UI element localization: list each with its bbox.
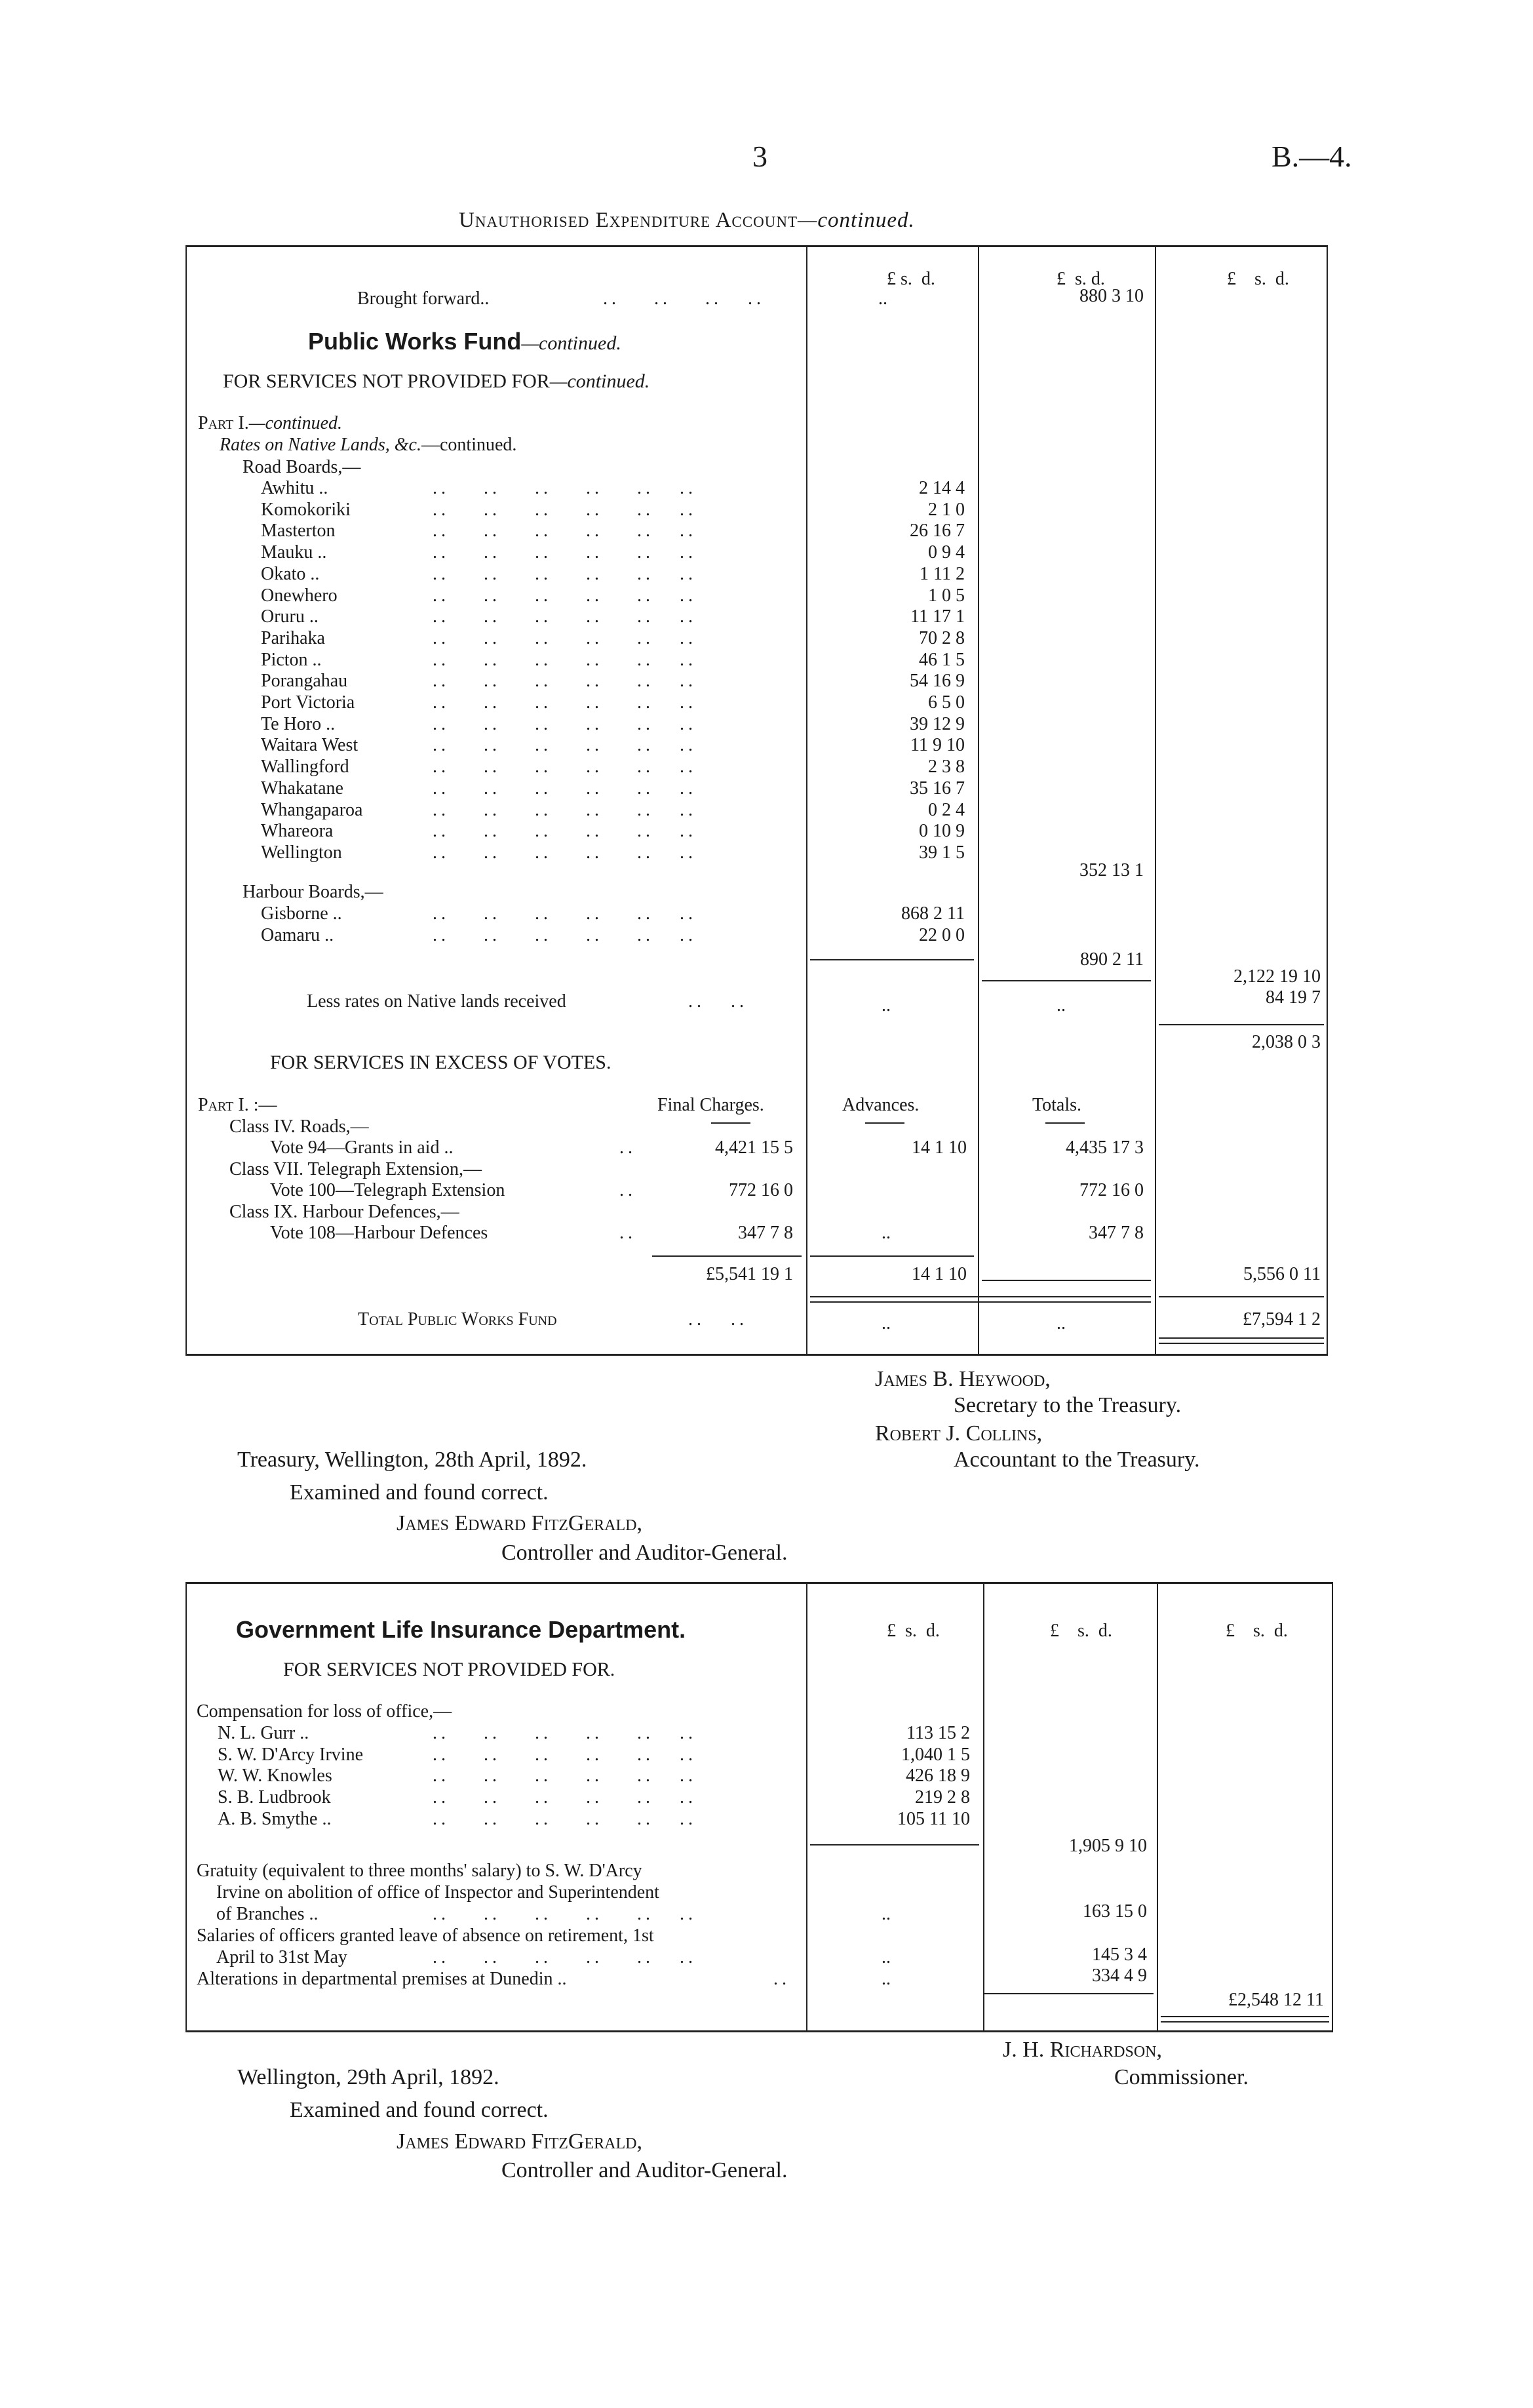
item-value: 6 5 0: [928, 692, 965, 713]
item-name: Gisborne ..: [261, 903, 342, 924]
item-value: 2 14 4: [919, 478, 965, 498]
salaries-col1: ..: [882, 1947, 891, 1967]
gratuity-line3: of Branches ..: [216, 1904, 319, 1924]
dot-leader: .. .. .. .. .. ..: [433, 799, 697, 820]
totals-header: Totals.: [1032, 1095, 1082, 1115]
dot-leader: .. .. .. .. .. ..: [433, 542, 697, 563]
col1-header: £ s. d.: [887, 269, 935, 289]
item-name: Komokoriki: [261, 499, 351, 520]
item-name: S. W. D'Arcy Irvine: [218, 1744, 364, 1765]
t2-col2-header: £ s. d.: [1050, 1621, 1112, 1641]
vote94-advances: 14 1 10: [912, 1137, 967, 1158]
page-ref: B.—4.: [1271, 140, 1352, 173]
dot-leader: .. .. .. .. .. ..: [433, 692, 697, 713]
item-name: S. B. Ludbrook: [218, 1787, 331, 1808]
signatory-richardson: J. H. Richardson,: [1003, 2038, 1162, 2062]
brought-forward-col2: 880 3 10: [1079, 286, 1144, 306]
dot-leader: .. .. .. .. .. ..: [433, 563, 697, 584]
item-value: 1 0 5: [928, 585, 965, 606]
dot-leader: .. .. .. .. .. ..: [433, 778, 697, 799]
item-name: Porangahau: [261, 671, 348, 692]
advances-header: Advances.: [842, 1095, 920, 1115]
col3-net: 2,038 0 3: [1252, 1032, 1321, 1052]
total-col2: ..: [1057, 1313, 1066, 1333]
dot-leader: .. .. .. .. .. ..: [433, 1766, 697, 1786]
services-excess-heading: FOR SERVICES IN EXCESS OF VOTES.: [270, 1052, 611, 1073]
services-not-provided-heading: FOR SERVICES NOT PROVIDED FOR—continued.: [223, 370, 650, 392]
dot-leader: .. .. .. .. .. ..: [433, 649, 697, 670]
item-value: 0 10 9: [919, 821, 965, 842]
item-name: Whareora: [261, 821, 334, 842]
compensation-label: Compensation for loss of office,—: [197, 1701, 452, 1722]
harbour-boards-label: Harbour Boards,—: [243, 882, 383, 902]
item-name: Whakatane: [261, 778, 343, 799]
item-value: 26 16 7: [910, 521, 965, 542]
item-name: Mauku ..: [261, 542, 327, 563]
signatory-collins: Robert J. Collins,: [875, 1421, 1043, 1446]
rates-label: Rates on Native Lands, &c.—continued.: [220, 435, 517, 455]
item-value: 0 9 4: [928, 542, 965, 563]
item-value: 426 18 9: [906, 1766, 970, 1786]
final-charges-total: £5,541 19 1: [706, 1264, 793, 1284]
auditor-name-2: James Edward FitzGerald,: [397, 2129, 642, 2154]
dot-leader: .. .. .. .. .. ..: [433, 1947, 697, 1967]
auditor-name: James Edward FitzGerald,: [397, 1511, 642, 1535]
item-value: 1,040 1 5: [901, 1744, 970, 1765]
salaries-line2: April to 31st May: [216, 1947, 347, 1967]
t2-col1-header: £ s. d.: [887, 1621, 940, 1641]
item-value: 35 16 7: [910, 778, 965, 799]
vote100-label: Vote 100—Telegraph Extension: [270, 1180, 505, 1200]
brought-forward-label: Brought forward..: [357, 288, 490, 309]
brought-forward-col1: ..: [878, 288, 887, 309]
item-name: Awhitu ..: [261, 478, 328, 498]
item-name: Waitara West: [261, 735, 359, 756]
signatory-collins-role: Accountant to the Treasury.: [954, 1448, 1200, 1472]
dot-leader: .. .. .. .. .. ..: [433, 924, 697, 945]
vote100-final-charges: 772 16 0: [729, 1180, 793, 1200]
item-name: Wellington: [261, 842, 342, 863]
total-col1: ..: [882, 1313, 891, 1333]
item-value: 113 15 2: [906, 1723, 970, 1743]
total-rates-col2: 890 2 11: [1080, 949, 1144, 970]
item-name: Picton ..: [261, 649, 322, 670]
dot-leader: .. .. .. .. .. ..: [433, 627, 697, 648]
advances-total: 14 1 10: [912, 1264, 967, 1284]
vote94-total: 4,435 17 3: [1066, 1137, 1144, 1158]
examined-note-2: Examined and found correct.: [290, 2098, 549, 2122]
treasury-place-date: Treasury, Wellington, 28th April, 1892.: [237, 1448, 587, 1472]
col2-header: £ s. d.: [1057, 269, 1105, 289]
dot-leader: .. .. .. .. .. ..: [433, 903, 697, 924]
gratuity-col1: ..: [882, 1904, 891, 1924]
public-works-heading: Public Works Fund—continued.: [308, 328, 621, 355]
dot-leader: ..: [619, 1137, 636, 1158]
dot-leader: .. ..: [688, 991, 748, 1012]
total-public-works-value: £7,594 1 2: [1243, 1309, 1321, 1330]
less-col1: ..: [882, 995, 891, 1016]
t2-col3-header: £ s. d.: [1226, 1621, 1288, 1641]
title-cont: —continued.: [798, 208, 915, 232]
item-name: Oruru ..: [261, 606, 319, 627]
dot-leader: ..: [619, 1180, 636, 1200]
class9-label: Class IX. Harbour Defences,—: [229, 1202, 459, 1222]
vote100-total: 772 16 0: [1079, 1180, 1144, 1200]
dot-leader: .. .. .. .. .. ..: [433, 757, 697, 778]
item-value: 11 9 10: [910, 735, 965, 756]
dot-leader: .. .. .. .. .. ..: [433, 1787, 697, 1808]
signatory-heywood-role: Secretary to the Treasury.: [954, 1393, 1182, 1417]
less-col2: ..: [1057, 995, 1066, 1016]
item-name: Oamaru ..: [261, 924, 334, 945]
gratuity-line2: Irvine on abolition of office of Inspector and Superintendent: [216, 1882, 659, 1903]
dot-leader: .. .. .. .. .. ..: [433, 521, 697, 542]
dot-leader: .. .. .. .. .. ..: [433, 1744, 697, 1765]
item-name: Te Horo ..: [261, 713, 336, 734]
dot-leader: .. ..: [688, 1309, 748, 1330]
part2-label: Part I. :—: [198, 1095, 277, 1115]
salaries-line1: Salaries of officers granted leave of absence on retirement, 1st: [197, 1925, 654, 1946]
dot-leader: .. .. .. .. .. ..: [433, 499, 697, 520]
total-public-works-label: Total Public Works Fund: [358, 1309, 557, 1330]
compensation-total: 1,905 9 10: [1069, 1836, 1147, 1856]
item-value: 22 0 0: [919, 924, 965, 945]
page-number: 3: [752, 140, 767, 173]
item-name: Okato ..: [261, 563, 320, 584]
item-name: Parihaka: [261, 627, 325, 648]
item-value: 0 2 4: [928, 799, 965, 820]
commissioner-place-date: Wellington, 29th April, 1892.: [237, 2065, 499, 2089]
item-name: A. B. Smythe ..: [218, 1808, 332, 1829]
dot-leader: .. .. .. .. .. ..: [433, 821, 697, 842]
t2-services-heading: FOR SERVICES NOT PROVIDED FOR.: [283, 1659, 615, 1680]
class4-label: Class IV. Roads,—: [229, 1116, 369, 1137]
item-value: 39 1 5: [919, 842, 965, 863]
col3-header: £ s. d.: [1227, 269, 1289, 289]
vote108-label: Vote 108—Harbour Defences: [270, 1223, 488, 1243]
less-rates-label: Less rates on Native lands received: [307, 991, 566, 1012]
part-label: Part I.—continued.: [198, 413, 343, 433]
col3-excess-total: 5,556 0 11: [1243, 1264, 1321, 1284]
item-value: 39 12 9: [910, 713, 965, 734]
gratuity-line1: Gratuity (equivalent to three months' salary) to S. W. D'Arcy: [197, 1861, 642, 1881]
alterations-value: 334 4 9: [1092, 1965, 1147, 1986]
item-value: 2 3 8: [928, 757, 965, 778]
dot-leader: ..: [773, 1969, 790, 1989]
col3-less: 84 19 7: [1266, 987, 1321, 1008]
alterations-label: Alterations in departmental premises at Dunedin ..: [197, 1969, 567, 1989]
dot-leader: .. .. .. .. .. ..: [433, 1808, 697, 1829]
page-title: [459, 208, 915, 233]
item-name: W. W. Knowles: [218, 1766, 332, 1786]
item-value: 2 1 0: [928, 499, 965, 520]
examined-note: Examined and found correct.: [290, 1480, 549, 1505]
life-insurance-heading: Government Life Insurance Department.: [236, 1616, 686, 1643]
vote94-label: Vote 94—Grants in aid ..: [270, 1137, 454, 1158]
dot-leader: .. .. .. .. .. ..: [433, 671, 697, 692]
signatory-richardson-role: Commissioner.: [1114, 2065, 1249, 2089]
item-value: 219 2 8: [915, 1787, 970, 1808]
dot-leader: .. .. .. .. .. ..: [433, 842, 697, 863]
item-value: 11 17 1: [910, 606, 965, 627]
salaries-value: 145 3 4: [1092, 1944, 1147, 1965]
life-insurance-grand-total: £2,548 12 11: [1228, 1990, 1324, 2010]
item-name: Port Victoria: [261, 692, 355, 713]
item-name: Whangaparoa: [261, 799, 363, 820]
vote94-final-charges: 4,421 15 5: [715, 1137, 793, 1158]
gratuity-value: 163 15 0: [1083, 1901, 1147, 1922]
item-value: 105 11 10: [897, 1808, 970, 1829]
item-value: 70 2 8: [919, 627, 965, 648]
final-charges-header: Final Charges.: [657, 1095, 764, 1115]
dot-leader: .. .. .. ..: [603, 288, 765, 309]
item-name: N. L. Gurr ..: [218, 1723, 309, 1743]
item-value: 54 16 9: [910, 671, 965, 692]
dot-leader: .. .. .. .. .. ..: [433, 585, 697, 606]
item-value: 868 2 11: [901, 903, 965, 924]
road-boards-label: Road Boards,—: [243, 457, 361, 477]
title-main: Unauthorised Expenditure Account: [459, 208, 798, 232]
vote108-final-charges: 347 7 8: [738, 1223, 793, 1243]
dot-leader: ..: [619, 1223, 636, 1243]
dot-leader: .. .. .. .. .. ..: [433, 735, 697, 756]
item-name: Wallingford: [261, 757, 349, 778]
vote108-total: 347 7 8: [1089, 1223, 1144, 1243]
auditor-role-2: Controller and Auditor-General.: [501, 2158, 788, 2182]
dot-leader: .. .. .. .. .. ..: [433, 1723, 697, 1743]
roads-subtotal: 352 13 1: [1079, 860, 1144, 880]
dot-leader: .. .. .. .. .. ..: [433, 1904, 697, 1924]
dot-leader: .. .. .. .. .. ..: [433, 713, 697, 734]
item-name: Masterton: [261, 521, 336, 542]
dot-leader: .. .. .. .. .. ..: [433, 478, 697, 498]
alterations-col1: ..: [882, 1969, 891, 1989]
col3-gross: 2,122 19 10: [1233, 966, 1321, 987]
vote108-advances: ..: [882, 1223, 891, 1243]
dot-leader: .. .. .. .. .. ..: [433, 606, 697, 627]
item-value: 46 1 5: [919, 649, 965, 670]
signatory-heywood: James B. Heywood,: [875, 1367, 1051, 1391]
item-value: 1 11 2: [920, 563, 965, 584]
auditor-role: Controller and Auditor-General.: [501, 1541, 788, 1565]
class7-label: Class VII. Telegraph Extension,—: [229, 1159, 482, 1179]
item-name: Onewhero: [261, 585, 338, 606]
